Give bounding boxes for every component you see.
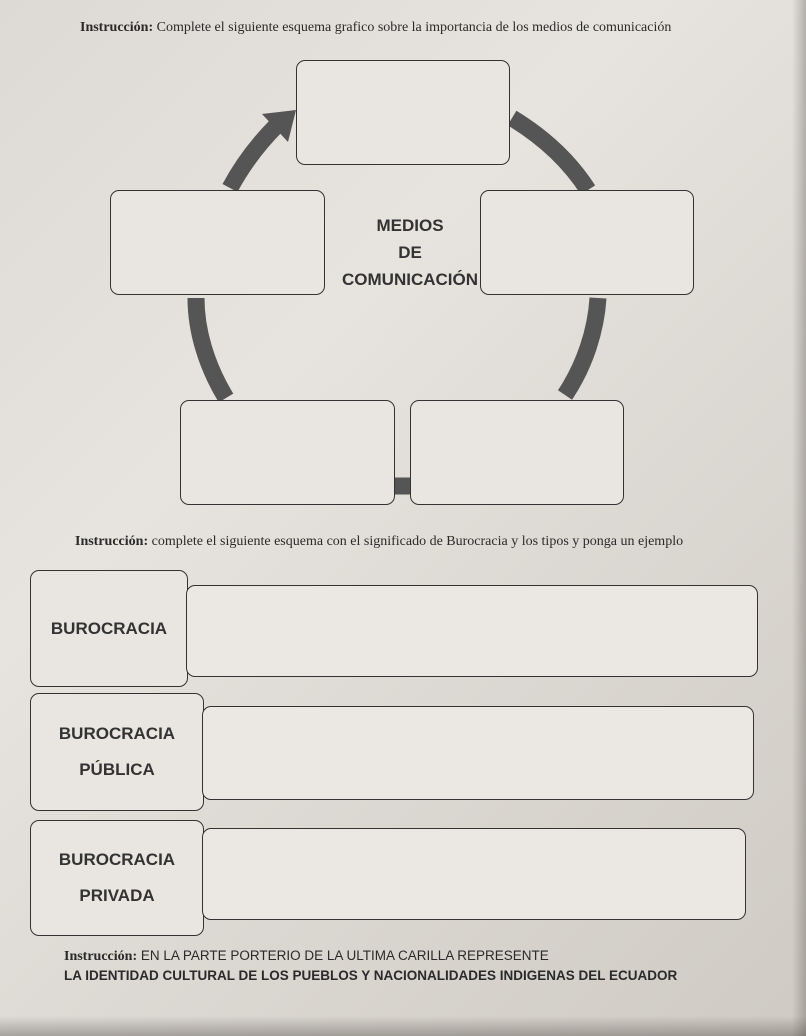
instruction-2-text: complete el siguiente esquema con el significado de Burocracia y los tipos y ponga un ejemplo — [148, 534, 684, 549]
instruction-3-line-2: LA IDENTIDAD CULTURAL DE LOS PUEBLOS Y NACIONALIDADES INDIGENAS DEL ECUADOR — [64, 968, 678, 983]
diagram-box-bottom-left[interactable] — [180, 400, 395, 505]
burocracia-privada-line-2: PRIVADA — [79, 886, 155, 905]
paper-bottom-shadow — [0, 1016, 806, 1036]
instruction-3-text: EN LA PARTE PORTERIO DE LA ULTIMA CARILLA REPRESENTE — [137, 948, 549, 963]
burocracia-publica-label — [30, 693, 204, 811]
instruction-2 — [75, 534, 683, 550]
diagram-box-top[interactable] — [296, 60, 510, 165]
burocracia-privada-label — [30, 820, 204, 936]
center-line-2: DE — [398, 243, 422, 262]
paper-edge-shadow — [792, 0, 806, 1036]
burocracia-label-line-1: BUROCRACIA — [50, 618, 168, 638]
burocracia-publica-line-2: PÚBLICA — [79, 760, 155, 779]
burocracia-answer-box[interactable] — [186, 585, 758, 677]
arrow-arc-left — [196, 298, 226, 398]
center-line-1: MEDIOS — [376, 216, 444, 235]
instruction-1-label: Instrucción: — [80, 20, 154, 35]
diagram-center-title — [330, 212, 490, 293]
instruction-3-label: Instrucción: — [64, 949, 138, 964]
diagram-box-left[interactable] — [110, 190, 325, 295]
instruction-2-label: Instrucción: — [75, 534, 149, 549]
burocracia-privada-answer-box[interactable] — [202, 828, 746, 920]
burocracia-publica-answer-box[interactable] — [202, 706, 754, 800]
diagram-box-bottom-right[interactable] — [410, 400, 624, 505]
instruction-1-text: Complete el siguiente esquema grafico sobre la importancia de los medios de comunicación — [153, 20, 672, 35]
arrow-arc-top-left — [230, 124, 278, 188]
arrow-arc-right — [565, 298, 598, 395]
burocracia-publica-line-1: BUROCRACIA — [58, 724, 176, 743]
instruction-3 — [64, 948, 549, 965]
burocracia-label — [30, 570, 188, 687]
arrow-arc-top-right — [512, 118, 588, 190]
center-line-3: COMUNICACIÓN — [342, 270, 478, 289]
burocracia-privada-line-1: BUROCRACIA — [58, 850, 176, 869]
diagram-box-right[interactable] — [480, 190, 694, 295]
